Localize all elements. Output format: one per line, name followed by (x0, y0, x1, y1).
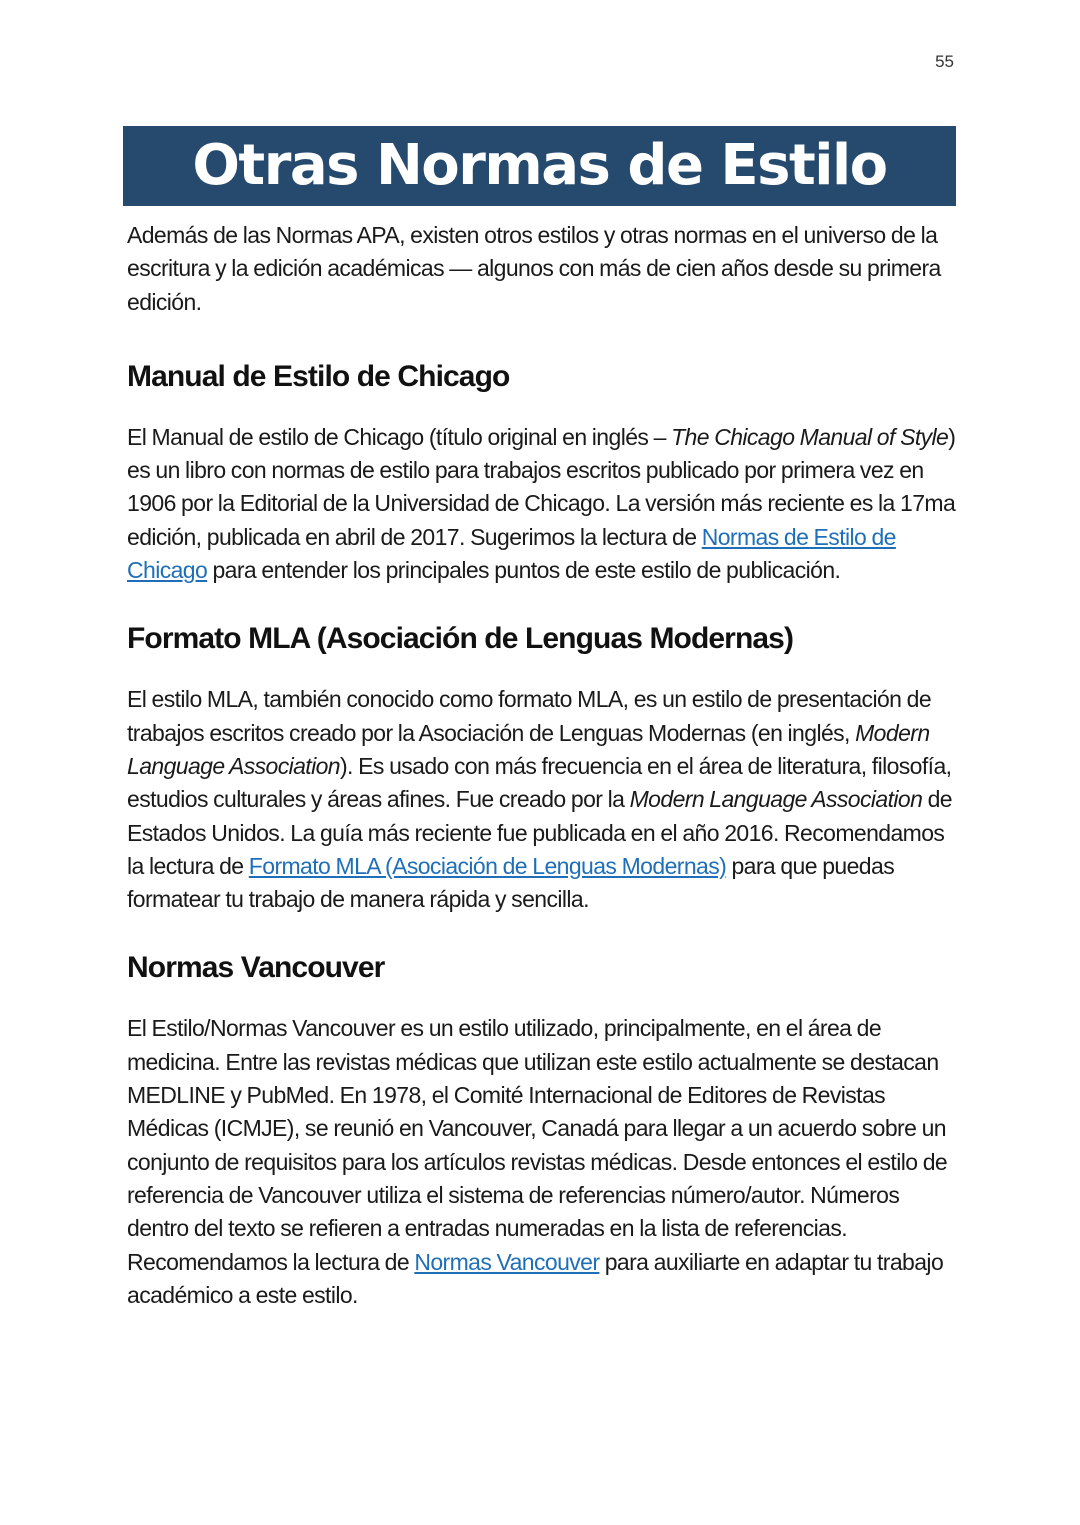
chicago-text-1: El Manual de estilo de Chicago (título original en inglés – (127, 423, 672, 450)
link-chicago[interactable]: Normas de Estilo de Chicago (127, 523, 896, 584)
vancouver-text-1: El Estilo/Normas Vancouver es un estilo utilizado, principalmente, en el área de medicina. Entre las revistas médicas que utilizan este estilo actualmente se destacan MEDLINE y PubMed. En 1978, el Comité Internacional de Editores de Revistas Médicas (ICMJE), se reunió en Vancouver, Canadá para llegar a un acuerdo sobre un conjunto de requisitos para los artículos revistas médicas. Desde entonces el estilo de referencia de Vancouver utiliza el sistema de referencias número/autor. Números dentro del texto se refieren a entradas numeradas en la lista de referencias. Recomendamos la lectura de (127, 1015, 948, 1275)
link-mla[interactable]: Formato MLA (Asociación de Lenguas Modernas) (248, 852, 727, 879)
mla-text-3: de Estados Unidos. La guía más reciente fue publicada en el año 2016. Recomendamos la lectura de (127, 786, 952, 879)
paragraph-chicago (127, 421, 957, 587)
mla-text-4: para que puedas formatear tu trabajo de manera rápida y sencilla. (127, 852, 895, 913)
mla-text-1: El estilo MLA, también conocido como formato MLA, es un estilo de presentación de trabajos escritos creado por la Asociación de Lenguas Modernas (en inglés, (127, 686, 932, 746)
document-body (127, 219, 957, 1346)
mla-italic-2: Modern Language Association (629, 786, 923, 813)
section-chicago (127, 359, 957, 587)
section-mla (127, 621, 957, 916)
paragraph-vancouver (127, 1012, 957, 1312)
section-heading-mla: Formato MLA (Asociación de Lenguas Modernas) (127, 622, 794, 656)
mla-italic-1: Modern Language Association (127, 719, 930, 779)
mla-text-2: ). Es usado con más frecuencia en el área de literatura, filosofía, estudios culturales y áreas afines. Fue creado por la (127, 752, 952, 813)
page-title: Otras Normas de Estilo (192, 133, 887, 198)
section-heading-chicago: Manual de Estilo de Chicago (127, 359, 510, 393)
paragraph-mla (127, 683, 957, 916)
chicago-italic-title: The Chicago Manual of Style (671, 423, 949, 450)
section-heading-vancouver: Normas Vancouver (127, 951, 385, 985)
chicago-text-2: ) es un libro con normas de estilo para trabajos escritos publicado por primera vez en 1906 por la Editorial de la Universidad de Chicago. La versión más reciente es la 17ma edición, publicada en abril de 2017. Sugerimos la lectura de (127, 423, 956, 550)
intro-paragraph: Además de las Normas APA, existen otros estilos y otras normas en el universo de la escritura y la edición académicas — algunos con más de cien años desde su primera edición. (127, 222, 941, 315)
title-banner (123, 126, 956, 206)
chicago-text-3: para entender los principales puntos de este estilo de publicación. (207, 557, 841, 584)
section-vancouver (127, 950, 957, 1312)
vancouver-text-2: para auxiliarte en adaptar tu trabajo académico a este estilo. (127, 1248, 944, 1308)
link-vancouver[interactable]: Normas Vancouver (414, 1248, 600, 1275)
page-number: 55 (935, 52, 954, 71)
